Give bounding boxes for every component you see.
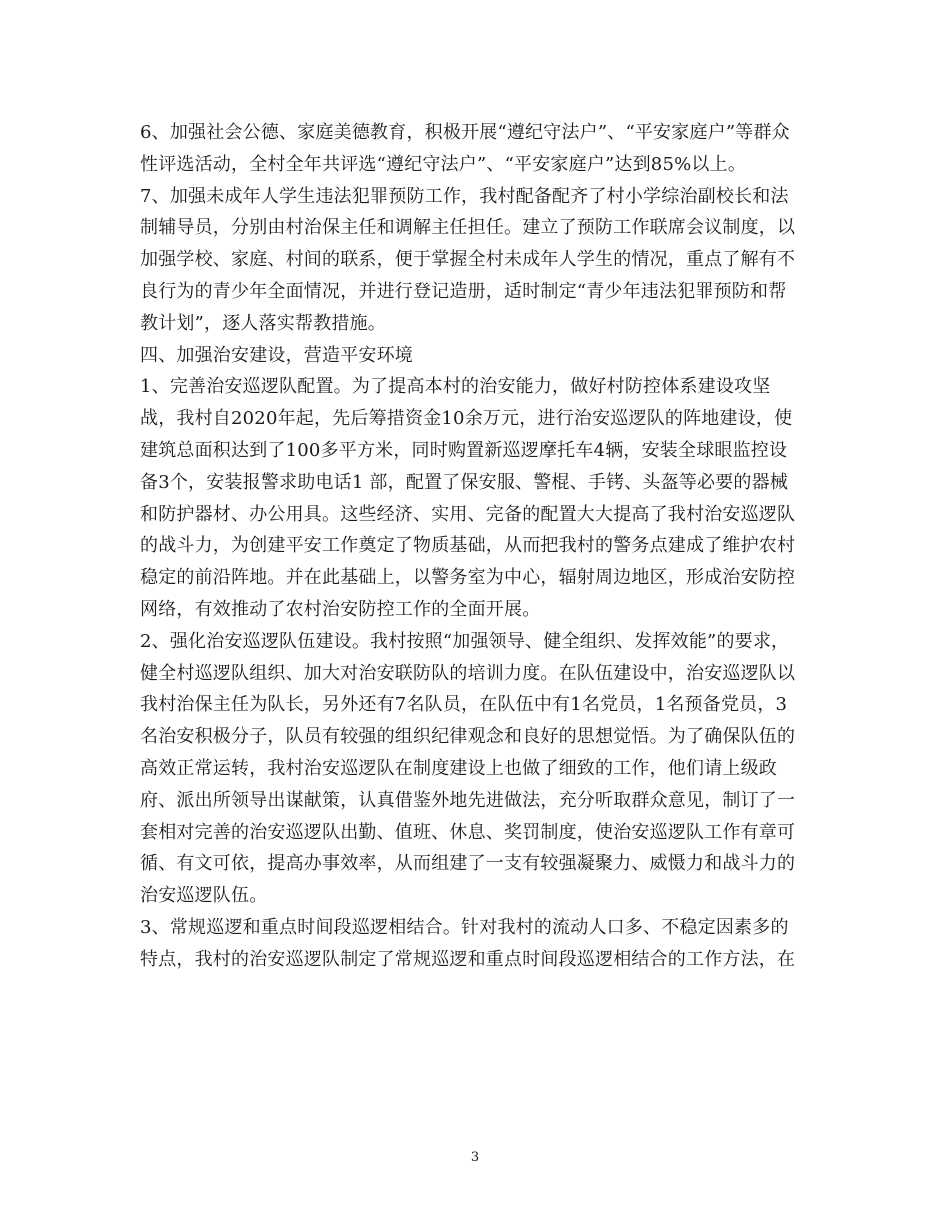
text-line: 7、加强未成年人学生违法犯罪预防工作，我村配备配齐了村小学综治副校长和法 bbox=[140, 185, 789, 207]
text-line: 2、强化治安巡逻队伍建设。我村按照“加强领导、健全组织、发挥效能”的要求， bbox=[140, 630, 790, 652]
text-line: 特点，我村的治安巡逻队制定了常规巡逻和重点时间段巡逻相结合的工作方法，在 bbox=[140, 948, 796, 970]
text-line: 建筑总面积达到了100多平方米，同时购置新巡逻摩托车4辆，安装全球眼监控设 bbox=[140, 439, 788, 461]
text-line: 制辅导员，分别由村治保主任和调解主任担任。建立了预防工作联席会议制度，以 bbox=[140, 217, 796, 239]
text-line: 加强学校、家庭、村间的联系，便于掌握全村未成年人学生的情况，重点了解有不 bbox=[140, 249, 796, 271]
text-line: 的战斗力，为创建平安工作奠定了物质基础，从而把我村的警务点建成了维护农村 bbox=[140, 535, 796, 557]
text-line: 3、常规巡逻和重点时间段巡逻相结合。针对我村的流动人口多、不稳定因素多的 bbox=[140, 916, 789, 938]
text-line: 循、有文可依，提高办事效率，从而组建了一支有较强凝聚力、威慑力和战斗力的 bbox=[140, 853, 796, 875]
text-line: 健全村巡逻队组织、加大对治安联防队的培训力度。在队伍建设中，治安巡逻队以 bbox=[140, 662, 796, 684]
text-line: 套相对完善的治安巡逻队出勤、值班、休息、奖罚制度，使治安巡逻队工作有章可 bbox=[140, 821, 796, 843]
text-line: 教计划”，逐人落实帮教措施。 bbox=[140, 312, 387, 334]
text-line: 治安巡逻队伍。 bbox=[140, 885, 268, 907]
text-line: 和防护器材、办公用具。这些经济、实用、完备的配置大大提高了我村治安巡逻队 bbox=[140, 503, 796, 525]
document-body bbox=[140, 117, 812, 976]
text-line: 6、加强社会公德、家庭美德教育，积极开展“遵纪守法户”、“平安家庭户”等群众 bbox=[140, 122, 790, 143]
text-line: 高效正常运转，我村治安巡逻队在制度建设上也做了细致的工作，他们请上级政 bbox=[140, 757, 777, 779]
page-number: 3 bbox=[470, 1150, 480, 1165]
text-line: 四、加强治安建设，营造平安环境 bbox=[140, 344, 413, 366]
text-line: 稳定的前沿阵地。并在此基础上，以警务室为中心，辐射周边地区，形成治安防控 bbox=[140, 567, 796, 589]
text-line: 1、完善治安巡逻队配置。为了提高本村的治安能力，做好村防控体系建设攻坚 bbox=[140, 376, 771, 398]
text-line: 我村治保主任为队长，另外还有7名队员，在队伍中有1名党员，1名预备党员，3 bbox=[140, 694, 788, 716]
text-line: 战，我村自2020年起，先后筹措资金10余万元，进行治安巡逻队的阵地建设，使 bbox=[140, 408, 793, 430]
text-line: 网络，有效推动了农村治安防控工作的全面开展。 bbox=[140, 598, 541, 620]
text-line: 府、派出所领导出谋献策，认真借鉴外地先进做法，充分听取群众意见，制订了一 bbox=[140, 789, 796, 811]
text-line: 性评选活动，全村全年共评选“遵纪守法户”、“平安家庭户”达到85%以上。 bbox=[140, 153, 747, 175]
text-line: 名治安积极分子，队员有较强的组织纪律观念和良好的思想觉悟。为了确保队伍的 bbox=[140, 726, 796, 748]
text-line: 良行为的青少年全面情况，并进行登记造册，适时制定“青少年违法犯罪预防和帮 bbox=[140, 280, 787, 302]
text-line: 备3个，安装报警求助电话1 部，配置了保安服、警棍、手铐、头盔等必要的器械 bbox=[140, 471, 789, 493]
